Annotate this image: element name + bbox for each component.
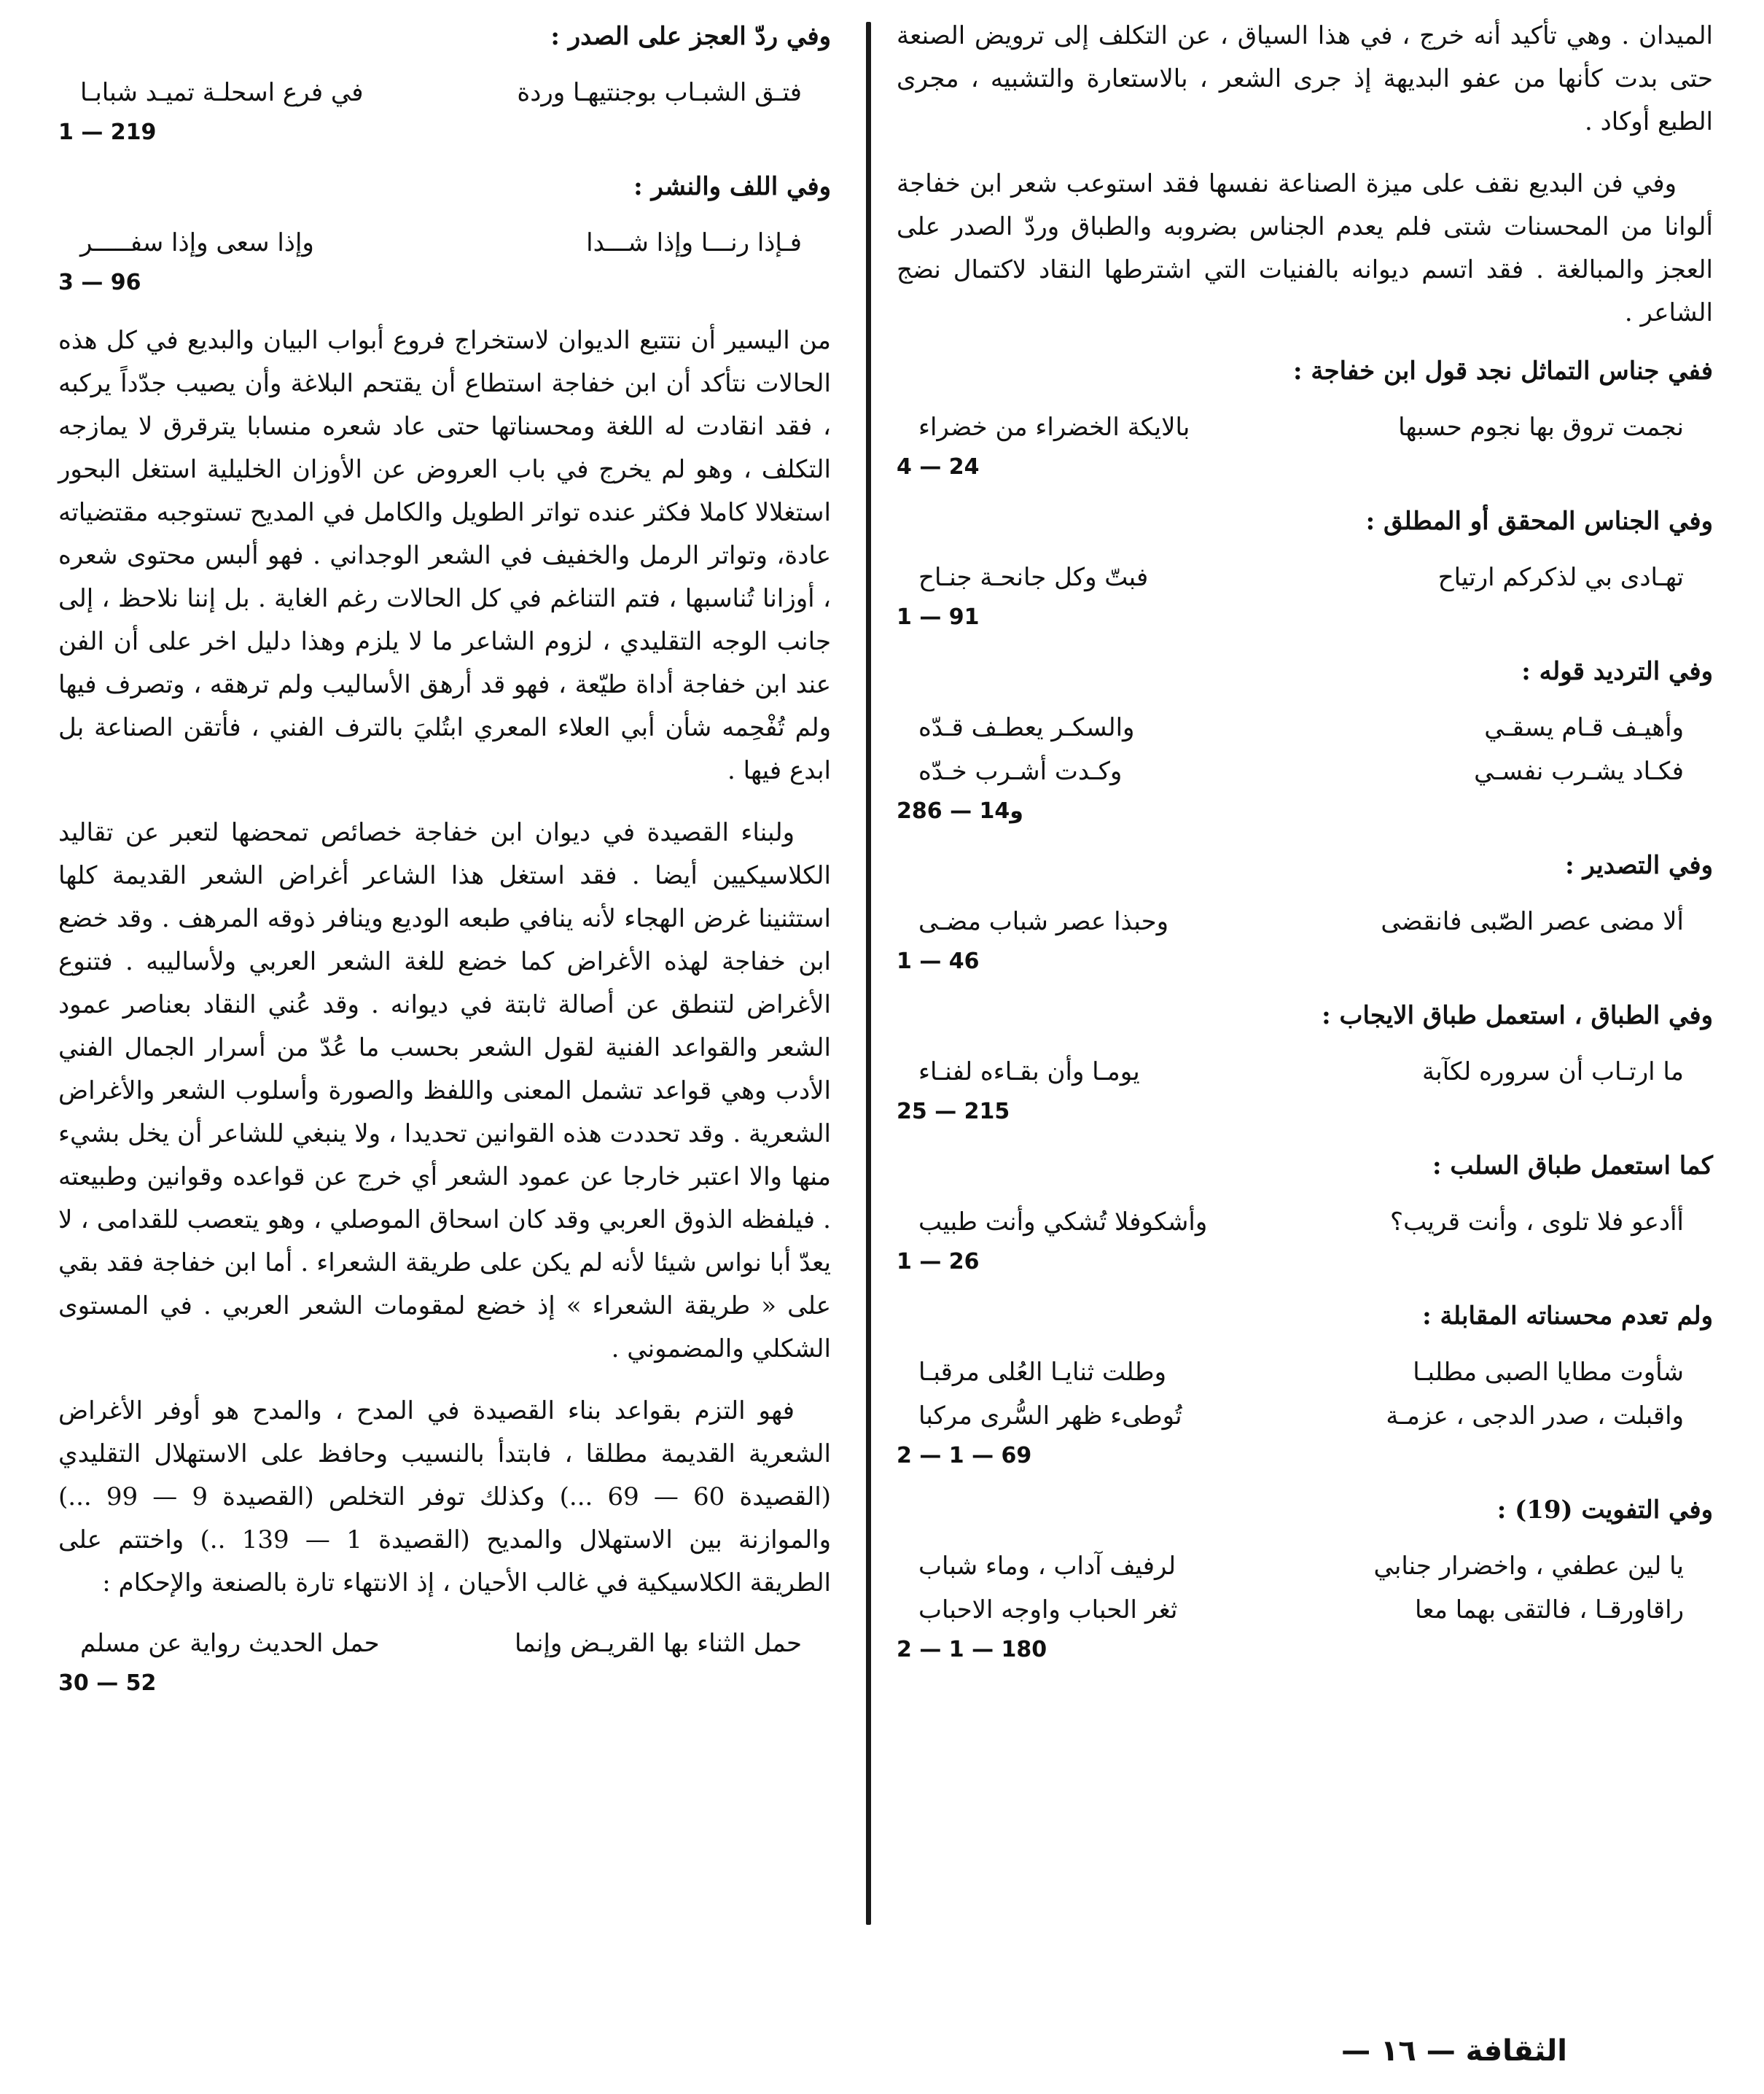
example-verse — [918, 1352, 1684, 1436]
left-column — [58, 15, 831, 1720]
verse-first-hemistich: فتـق الشبـاب بوجنتيهـا وردة — [517, 78, 802, 107]
verse-second-hemistich: لرفيف آداب ، وماء شباب — [918, 1552, 1176, 1581]
verse-reference: 30 — 52 — [58, 1670, 157, 1696]
example-heading: وفي الجناس المحقق أو المطلق : — [1365, 507, 1713, 536]
body-paragraph-2: ولبناء القصيدة في ديوان ابن خفاجة خصائص تمحضها لتعبر عن تقاليد الكلاسيكيين أيضا . فقد استغل هذا الشاعر أغراض الشعر القديمة كلها استثنينا غرض الهجاء لأنه ينافي طبعه الوديع وينافر ذوقه المرهف . وقد خضع ابن خفاجة لهذه الأغراض كما خضع للغة الشعر العربي ولأساليبه . فتنوع الأغراض لتنطق عن أصالة ثابتة في ديوانه . وقد عُني النقاد بعناصر عمود الشعر والقواعد الفنية لقول الشعر بحسب ما عُدّ من أسرار الجمال الفني الأدب وهي قواعد تشمل المعنى واللفظ والصورة وأسلوب الشعر والأغراض الشعرية . وقد تحددت هذه القوانين تحديدا ، ولا ينبغي للشاعر أن يخل بشيء منها والا اعتبر خارجا عن عمود الشعر أي خرج عن قواعده وقوانين وطبيعته . فيلفظه الذوق العربي وقد كان اسحاق الموصلي ، وهو يتعصب للقدامى ، لا يعدّ أبا نواس شيئا لأنه لم يكن على طريقة الشعراء . أما ابن خفاجة فقد بقي على « طريقة الشعراء » إذ خضع لمقومات الشعر العربي . في المستوى الشكلي والمضموني . — [58, 818, 831, 1363]
example-heading: وفي الترديد قوله : — [1521, 657, 1713, 686]
body-paragraph-3: فهو التزم بقواعد بناء القصيدة في المدح ، والمدح هو أوفر الأغراض الشعرية القديمة مطلقا ، فابتدأ بالنسيب وحافظ على الاستهلال التقليدي (القصيدة 60 — 69 ...) وكذلك توفر التخلص (القصيدة 9 — 99 ...) والموازنة بين الاستهلال والمديح (القصيدة 1 — 139 ..) واختتم على الطريقة الكلاسيكية في غالب الأحيان ، إذ الانتهاء تارة بالصنعة والإحكام : — [58, 1396, 831, 1597]
verse-reference: 286 — 1و4 — [897, 798, 1023, 824]
verse-reference: 2 — 1 — 69 — [897, 1443, 1032, 1468]
verse-first-hemistich: راقاورقـا ، فالتقى بهما معا — [1415, 1595, 1684, 1624]
radd-heading: وفي ردّ العجز على الصدر : — [550, 22, 831, 51]
verse-line — [918, 408, 1684, 447]
example-heading: كما استعمل طباق السلب : — [1432, 1151, 1713, 1180]
verse-second-hemistich: بالايكة الخضراء من خضراء — [918, 413, 1190, 442]
verse-first-hemistich: فـإذا رنـــا وإذا شـــدا — [586, 228, 802, 257]
example-verse — [918, 408, 1684, 447]
verse-first-hemistich: يا لين عطفي ، واخضرار جنابي — [1373, 1552, 1684, 1581]
example-heading: ففي جناس التماثل نجد قول ابن خفاجة : — [1292, 357, 1713, 386]
example-verse — [918, 558, 1684, 597]
example-verse — [918, 902, 1684, 941]
verse-line — [918, 1546, 1684, 1586]
example-heading: وفي التصدير : — [1565, 851, 1713, 880]
example-verse — [918, 1546, 1684, 1630]
verse-reference: 3 — 96 — [58, 270, 141, 295]
verse-line — [80, 73, 802, 112]
verse-reference: 1 — 26 — [897, 1249, 980, 1274]
verse-second-hemistich: ثغر الحباب واوجه الاحباب — [918, 1595, 1178, 1624]
verse-line — [80, 1624, 802, 1663]
example-heading: وفي التفويت (19) : — [1496, 1495, 1713, 1525]
example-verse — [918, 1052, 1684, 1091]
intro-paragraph: الميدان . وهي تأكيد أنه خرج ، في هذا السياق ، عن التكلف إلى ترويض الصنعة حتى بدت كأنها من عفو البديهة إذ جرى الشعر ، بالاستعارة والتشبيه ، مجرى الطبع أوكاد . — [897, 21, 1713, 136]
verse-second-hemistich: وحبذا عصر شباب مضـى — [918, 907, 1169, 936]
verse-reference: 1 — 219 — [58, 120, 157, 145]
verse-second-hemistich: والسكـر يعطـف قـدّه — [918, 713, 1135, 742]
verse-first-hemistich: وأهيـف قـام يسقـي — [1484, 713, 1684, 742]
column-divider — [866, 22, 871, 1925]
verse-first-hemistich: نجمت تروق بها نجوم حسبها — [1398, 413, 1684, 442]
verse-reference: 1 — 46 — [897, 949, 980, 974]
badi-paragraph: وفي فن البديع نقف على ميزة الصناعة نفسها فقد استوعب شعر ابن خفاجة ألوانا من المحسنات شتى فلم يعدم الجناس بضروبه والطباق وردّ الصدر على العجز والمبالغة . فقد اتسم ديوانه بالفنيات التي اشترطها النقاد لاكتمال نضج الشاعر . — [897, 169, 1713, 327]
verse-reference: 1 — 91 — [897, 604, 980, 630]
verse-second-hemistich: وطلت ثنايـا العُلى مرقبـا — [918, 1358, 1167, 1387]
verse-first-hemistich: أأدعو فلا تلوى ، وأنت قريب؟ — [1390, 1207, 1684, 1237]
verse-first-hemistich: فكـاد يشـرب نفسـي — [1474, 757, 1684, 786]
radd-verse — [80, 73, 802, 112]
verse-first-hemistich: حمل الثناء بها القريـض وإنما — [514, 1629, 802, 1658]
example-verse — [918, 708, 1684, 791]
verse-first-hemistich: تهـادى بي لذكركم ارتياح — [1437, 563, 1684, 592]
verse-line — [918, 1202, 1684, 1242]
verse-line — [918, 1352, 1684, 1392]
final-verse — [80, 1624, 802, 1663]
verse-second-hemistich: في فرع اسحلـة تميـد شبابـا — [80, 78, 364, 107]
verse-reference: 25 — 215 — [897, 1099, 1010, 1124]
verse-second-hemistich: يومـا وأن بقـاءه لفنـاء — [918, 1057, 1140, 1086]
example-verse — [918, 1202, 1684, 1242]
verse-reference: 2 — 1 — 180 — [897, 1637, 1047, 1662]
verse-second-hemistich: وإذا سعى وإذا سفـــــر — [80, 228, 314, 257]
verse-second-hemistich: تُوطىء ظهر السُّرى مركبا — [918, 1401, 1182, 1431]
page-footer: الثقافة — ١٦ — — [1341, 2034, 1567, 2068]
verse-first-hemistich: شأوت مطايا الصبى مطلبـا — [1413, 1358, 1684, 1387]
verse-first-hemistich: ما ارتـاب أن سروره لكآبة — [1422, 1057, 1684, 1086]
verse-line — [918, 1396, 1684, 1436]
verse-second-hemistich: وكـدت أشـرب خـدّه — [918, 757, 1123, 786]
body-paragraph-1: من اليسير أن نتتبع الديوان لاستخراج فروع أبواب البيان والبديع في كل هذه الحالات نتأكد أن ابن خفاجة استطاع أن يقتحم البلاغة وأن يصيب جدّداً يركبه ، فقد انقادت له اللغة ومحسناتها حتى عاد شعره منسابا يترقرق لا يمازجه التكلف ، وهو لم يخرج في باب العروض عن الأوزان الخليلية استغل البحور استغلالا كاملا فكثر عنده تواتر الطويل والكامل في المديح تستوجبه مقتضياته عادة، وتواتر الرمل والخفيف في الشعر الوجداني . فهو ألبس محتوى شعره ، أوزانا تُناسبها ، فتم التناغم في كل الحالات رغم الغاية . بل إننا نلاحظ ، إلى جانب الوجه التقليدي ، لزوم الشاعر ما لا يلزم وهذا دليل اخر على أن الفن عند ابن خفاجة أداة طيّعة ، فهو قد أرهق الأساليب ولم ترهقه ، وتصرف فيها ولم تُفْحِمه شأن أبي العلاء المعري ابتُليَ بالترف الفني ، فأتقن الصناعة بل ابدع فيها . — [58, 326, 831, 785]
example-heading: وفي الطباق ، استعمل طباق الايجاب : — [1322, 1001, 1713, 1030]
verse-line — [918, 1590, 1684, 1630]
example-heading: ولم تعدم محسناته المقابلة : — [1422, 1301, 1713, 1331]
verse-line — [918, 902, 1684, 941]
laff-heading: وفي اللف والنشر : — [633, 172, 831, 201]
verse-first-hemistich: واقبلت ، صدر الدجى ، عزمـة — [1386, 1401, 1684, 1431]
verse-line — [918, 708, 1684, 747]
verse-first-hemistich: ألا مضى عصر الصّبى فانقضى — [1381, 907, 1684, 936]
laff-verse — [80, 223, 802, 262]
verse-second-hemistich: فبتّ وكل جانحـة جنـاح — [918, 563, 1149, 592]
right-column — [897, 15, 1713, 1686]
verse-line — [918, 752, 1684, 791]
rhetoric-examples — [897, 354, 1713, 1666]
verse-second-hemistich: حمل الحديث رواية عن مسلم — [80, 1629, 380, 1658]
verse-line — [918, 558, 1684, 597]
verse-reference: 4 — 24 — [897, 454, 980, 480]
verse-line — [918, 1052, 1684, 1091]
verse-second-hemistich: وأشكوفلا تُشكي وأنت طبيب — [918, 1207, 1208, 1237]
verse-line — [80, 223, 802, 262]
